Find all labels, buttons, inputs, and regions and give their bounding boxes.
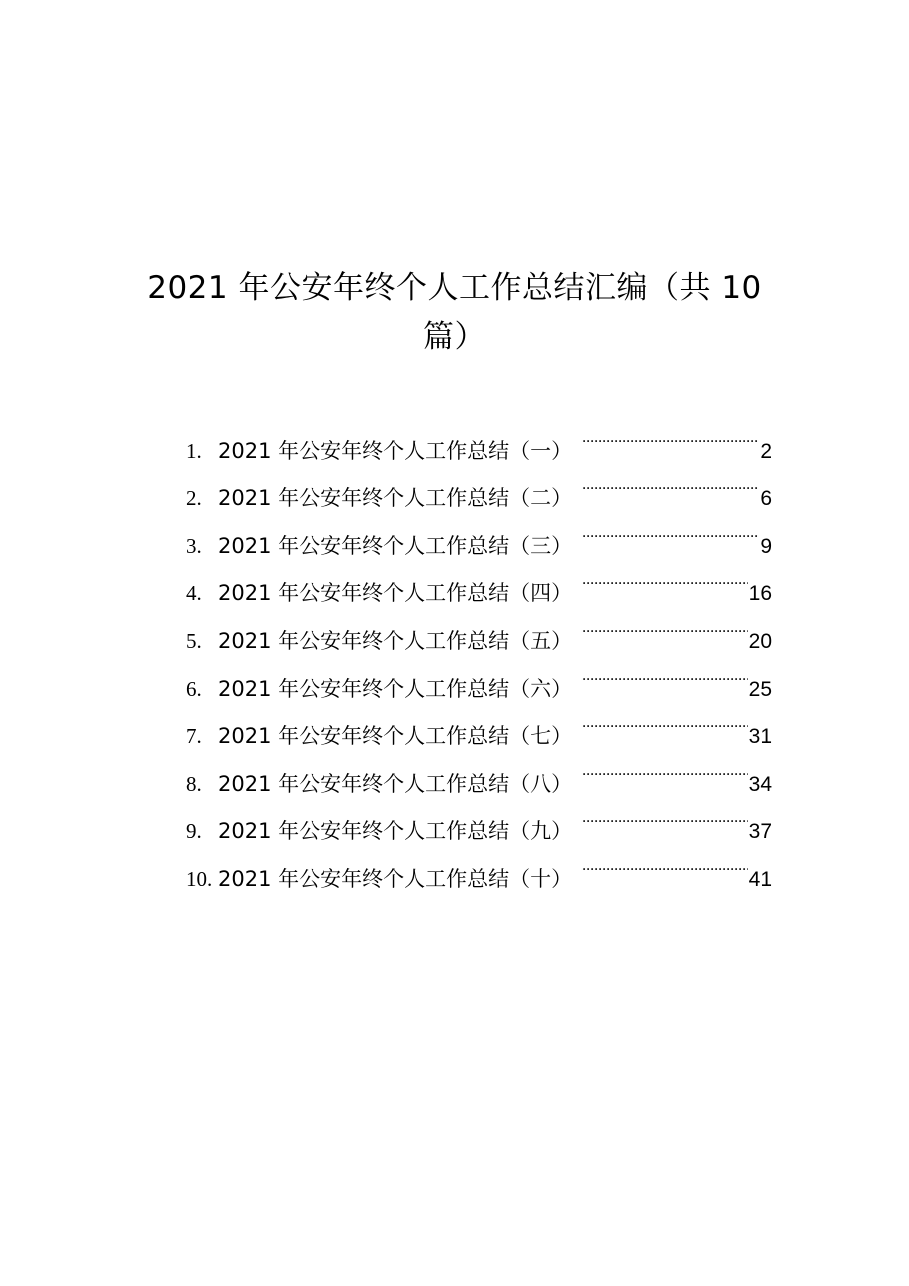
toc-item-title: 2021 年公安年终个人工作总结（三） xyxy=(218,533,573,558)
toc-item-title: 2021 年公安年终个人工作总结（七） xyxy=(218,724,573,749)
toc-item-page-number: 20 xyxy=(748,629,772,653)
toc-item-number: 10. xyxy=(186,866,213,891)
toc-item-number: 8. xyxy=(186,771,202,796)
toc-item-title: 2021 年公安年终个人工作总结（一） xyxy=(218,438,573,463)
toc-item-page-number: 9 xyxy=(760,534,772,558)
table-of-contents xyxy=(186,410,772,891)
document-title: 2021 年公安年终个人工作总结汇编（共 10 篇） xyxy=(147,270,762,355)
toc-item-title: 2021 年公安年终个人工作总结（九） xyxy=(218,819,573,844)
toc-item-title: 2021 年公安年终个人工作总结（六） xyxy=(218,676,573,701)
toc-dot-leader xyxy=(582,791,748,839)
toc-item-number: 2. xyxy=(186,486,202,511)
toc-dot-leader xyxy=(582,648,748,696)
toc-item-page-number: 2 xyxy=(760,439,772,463)
toc-item-page-number: 37 xyxy=(748,820,772,844)
toc-dot-leader xyxy=(582,696,748,744)
toc-item-page-number: 34 xyxy=(748,772,772,796)
toc-item-page-number: 25 xyxy=(748,677,772,701)
toc-item-title: 2021 年公安年终个人工作总结（八） xyxy=(218,771,573,796)
toc-dot-leader xyxy=(582,600,748,648)
toc-item-number: 9. xyxy=(186,819,202,844)
toc-item-title: 2021 年公安年终个人工作总结（二） xyxy=(218,486,573,511)
toc-item-number: 4. xyxy=(186,581,202,606)
toc-item-number: 3. xyxy=(186,533,202,558)
toc-dot-leader xyxy=(582,743,748,791)
toc-dot-leader xyxy=(582,505,759,553)
toc-dot-leader xyxy=(582,553,748,601)
toc-item[interactable] xyxy=(186,410,772,463)
toc-item-number: 6. xyxy=(186,676,202,701)
toc-item-page-number: 41 xyxy=(748,867,772,891)
toc-item-page-number: 16 xyxy=(748,582,772,606)
toc-item-page-number: 6 xyxy=(760,487,772,511)
toc-item-number: 7. xyxy=(186,724,202,749)
toc-item-title: 2021 年公安年终个人工作总结（四） xyxy=(218,581,573,606)
toc-item-number: 5. xyxy=(186,628,202,653)
toc-item-page-number: 31 xyxy=(748,725,772,749)
toc-dot-leader xyxy=(582,458,759,506)
toc-dot-leader xyxy=(582,410,759,458)
toc-item-title: 2021 年公安年终个人工作总结（十） xyxy=(218,866,573,891)
toc-dot-leader xyxy=(582,838,748,886)
toc-item-number: 1. xyxy=(186,438,202,463)
toc-item-title: 2021 年公安年终个人工作总结（五） xyxy=(218,628,573,653)
